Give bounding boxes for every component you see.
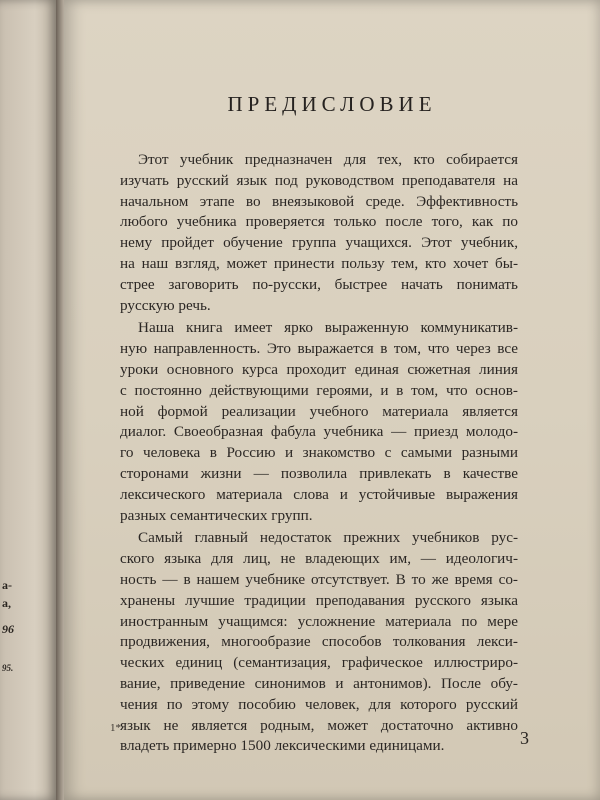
left-page-fragment: а- [2, 578, 12, 592]
text-line: ную направленность. Это выражается в том, что через все [120, 340, 518, 358]
text-line: ского языка для лиц, не владеющих им, — идеологич- [120, 550, 518, 568]
text-line: ность — в нашем учебнике отсутствует. В то же время со- [120, 570, 518, 588]
text-line: Этот учебник предназначен для тех, кто собирается [138, 151, 518, 168]
text-line: лексического материала слова и устойчивые выражения [120, 485, 518, 503]
text-line: на наш взгляд, может принести пользу тем, кто хочет бы- [120, 254, 518, 272]
text-line: чения по этому пособию человек, для которого русский [120, 695, 518, 713]
paragraph-3 [120, 528, 518, 757]
text-line: уроки основного курса проходит единая сюжетная линия [120, 360, 518, 378]
text-line: изучать русский язык под руководством преподавателя на [120, 171, 518, 189]
text-line: вание, приведение синонимов и антонимов). После обу- [120, 674, 518, 692]
page-number: 3 [520, 728, 529, 748]
paragraph-1 [120, 150, 518, 316]
text-line: сторонами жизни — позволила привлекать в качестве [120, 464, 518, 482]
text-line: го человека в Россию и знакомство с самыми разными [120, 444, 518, 462]
text-line: любого учебника проверяется только после того, как по [120, 213, 518, 231]
text-line: диалог. Своеобразная фабула учебника — приезд молодо- [120, 423, 518, 441]
text-line: стрее заговорить по-русски, быстрее начать понимать [120, 275, 518, 293]
printer-signature-mark: 1* [110, 722, 121, 734]
text-line: с постоянно действующими героями, и в том, что основ- [120, 381, 518, 399]
text-line: ной формой реализации учебного материала является [120, 402, 518, 420]
left-page-edge [0, 0, 58, 800]
text-line: продвижения, многообразие способов толкования лекси- [120, 633, 518, 651]
paragraph-2 [120, 318, 518, 526]
text-line: язык не является родным, может достаточно активно [120, 716, 518, 734]
text-line: ческих единиц (семантизация, графическое иллюстриро- [120, 654, 518, 672]
text-line: нему пройдет обучение группа учащихся. Этот учебник, [120, 234, 518, 252]
left-page-fragment: а, [2, 596, 11, 610]
text-line: Наша книга имеет ярко выраженную коммуникатив- [138, 319, 518, 337]
preface-text [120, 150, 518, 759]
left-page-fragment: 96 [2, 622, 14, 636]
book-page [64, 0, 600, 800]
text-line: иностранным учащимся: усложнение материала по мере [120, 612, 518, 630]
text-line: Самый главный недостаток прежних учебников рус- [138, 529, 518, 547]
text-line: владеть примерно 1500 лексическими единицами. [120, 737, 445, 755]
text-line: русскую речь. [120, 296, 211, 314]
text-line: хранены лучшие традиции преподавания русского языка [120, 591, 518, 609]
page-title: ПРЕДИСЛОВИЕ [227, 92, 437, 116]
text-line: начальном этапе во внеязыковой среде. Эффективность [120, 192, 518, 210]
left-page-fragment: 95. [2, 663, 14, 673]
text-line: разных семантических групп. [120, 506, 313, 524]
